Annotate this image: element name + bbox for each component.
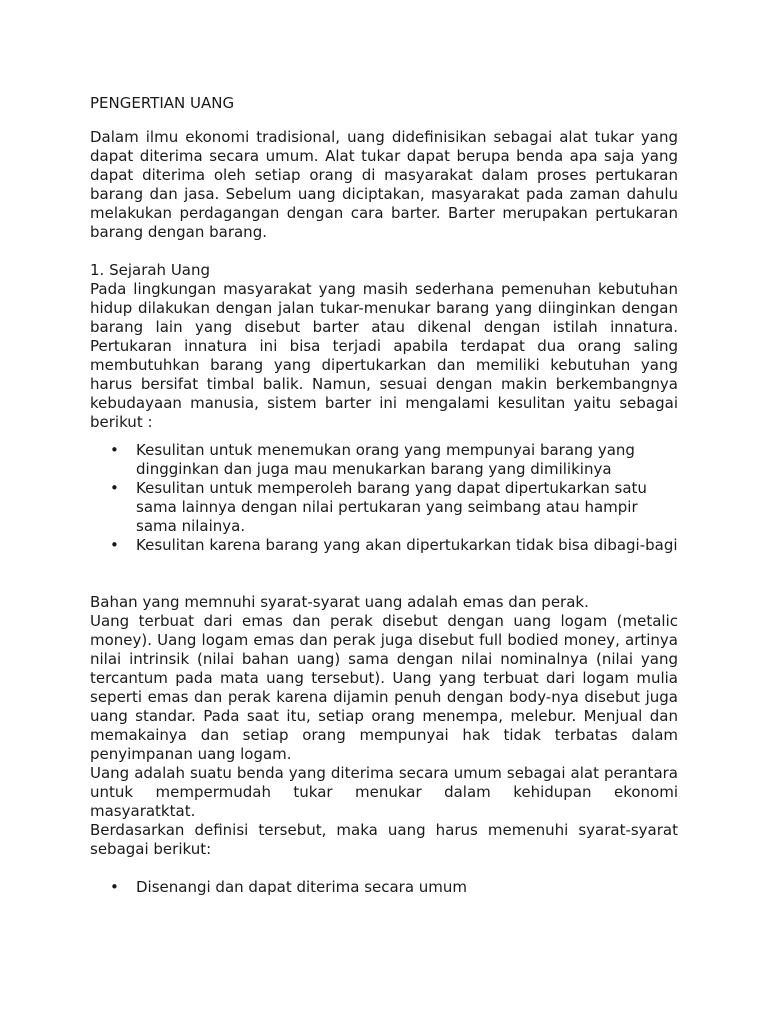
list-item: • Kesulitan untuk memperoleh barang yang dapat dipertukarkan satu sama lainnya dengan nilai pertukaran yang seimbang atau hampir sama nilainya.	[90, 479, 678, 536]
money-requirements-list	[90, 878, 678, 897]
list-item: • Kesulitan untuk menemukan orang yang mempunyai barang yang dingginkan dan juga mau menukarkan barang yang dimilikinya	[90, 441, 678, 479]
spacer	[90, 242, 678, 261]
spacer	[90, 859, 678, 878]
list-item: • Disenangi dan dapat diterima secara umum	[90, 878, 678, 897]
document-page	[90, 94, 678, 897]
paragraph-definisi-uang: Uang adalah suatu benda yang diterima secara umum sebagai alat perantara untuk mempermudah tukar menukar dalam kehidupan ekonomi masyaratktat.	[90, 764, 678, 820]
paragraph-uang-logam: Uang terbuat dari emas dan perak disebut dengan uang logam (metalic money). Uang logam emas dan perak juga disebut full bodied money, artinya nilai intrinsik (nilai bahan uang) sama dengan nilai nominalnya (nilai yang tercantum pada mata uang tersebut). Uang yang terbuat dari logam mulia seperti emas dan perak karena dijamin penuh dengan body-nya disebut juga uang standar. Pada saat itu, setiap orang menempa, melebur. Menjual dan memakainya dan setiap orang mempunyai hak tidak terbatas dalam penyimpanan uang logam.	[90, 612, 678, 763]
list-item: • Kesulitan karena barang yang akan dipertukarkan tidak bisa dibagi-bagi	[90, 536, 678, 555]
paragraph-syarat-uang: Berdasarkan definisi tersebut, maka uang harus memenuhi syarat-syarat sebagai berikut:	[90, 821, 678, 858]
intro-paragraph: Dalam ilmu ekonomi tradisional, uang didefinisikan sebagai alat tukar yang dapat diterima secara umum. Alat tukar dapat berupa benda apa saja yang dapat diterima oleh setiap orang di masyarakat dalam proses pertukaran barang dan jasa. Sebelum uang diciptakan, masyarakat pada zaman dahulu melakukan perdagangan dengan cara barter. Barter merupakan pertukaran barang dengan barang.	[90, 128, 678, 241]
barter-difficulties-list	[90, 432, 678, 555]
sejarah-uang-paragraph: Pada lingkungan masyarakat yang masih sederhana pemenuhan kebutuhan hidup dilakukan dengan jalan tukar-menukar barang yang diinginkan dengan barang lain yang disebut barter atau dikenal dengan istilah innatura. Pertukaran innatura ini bisa terjadi apabila terdapat dua orang saling membutuhkan barang yang dipertukarkan dan memiliki kebutuhan yang harus bersifat timbal balik. Namun, sesuai dengan makin berkembangnya kebudayaan manusia, sistem barter ini mengalami kesulitan yaitu sebagai berikut :	[90, 280, 678, 431]
document-title: PENGERTIAN UANG	[90, 94, 235, 112]
paragraph-bahan-uang: Bahan yang memnuhi syarat-syarat uang adalah emas dan perak.	[90, 593, 589, 611]
section-heading-sejarah-uang: 1. Sejarah Uang	[90, 261, 211, 279]
spacer	[90, 555, 678, 593]
